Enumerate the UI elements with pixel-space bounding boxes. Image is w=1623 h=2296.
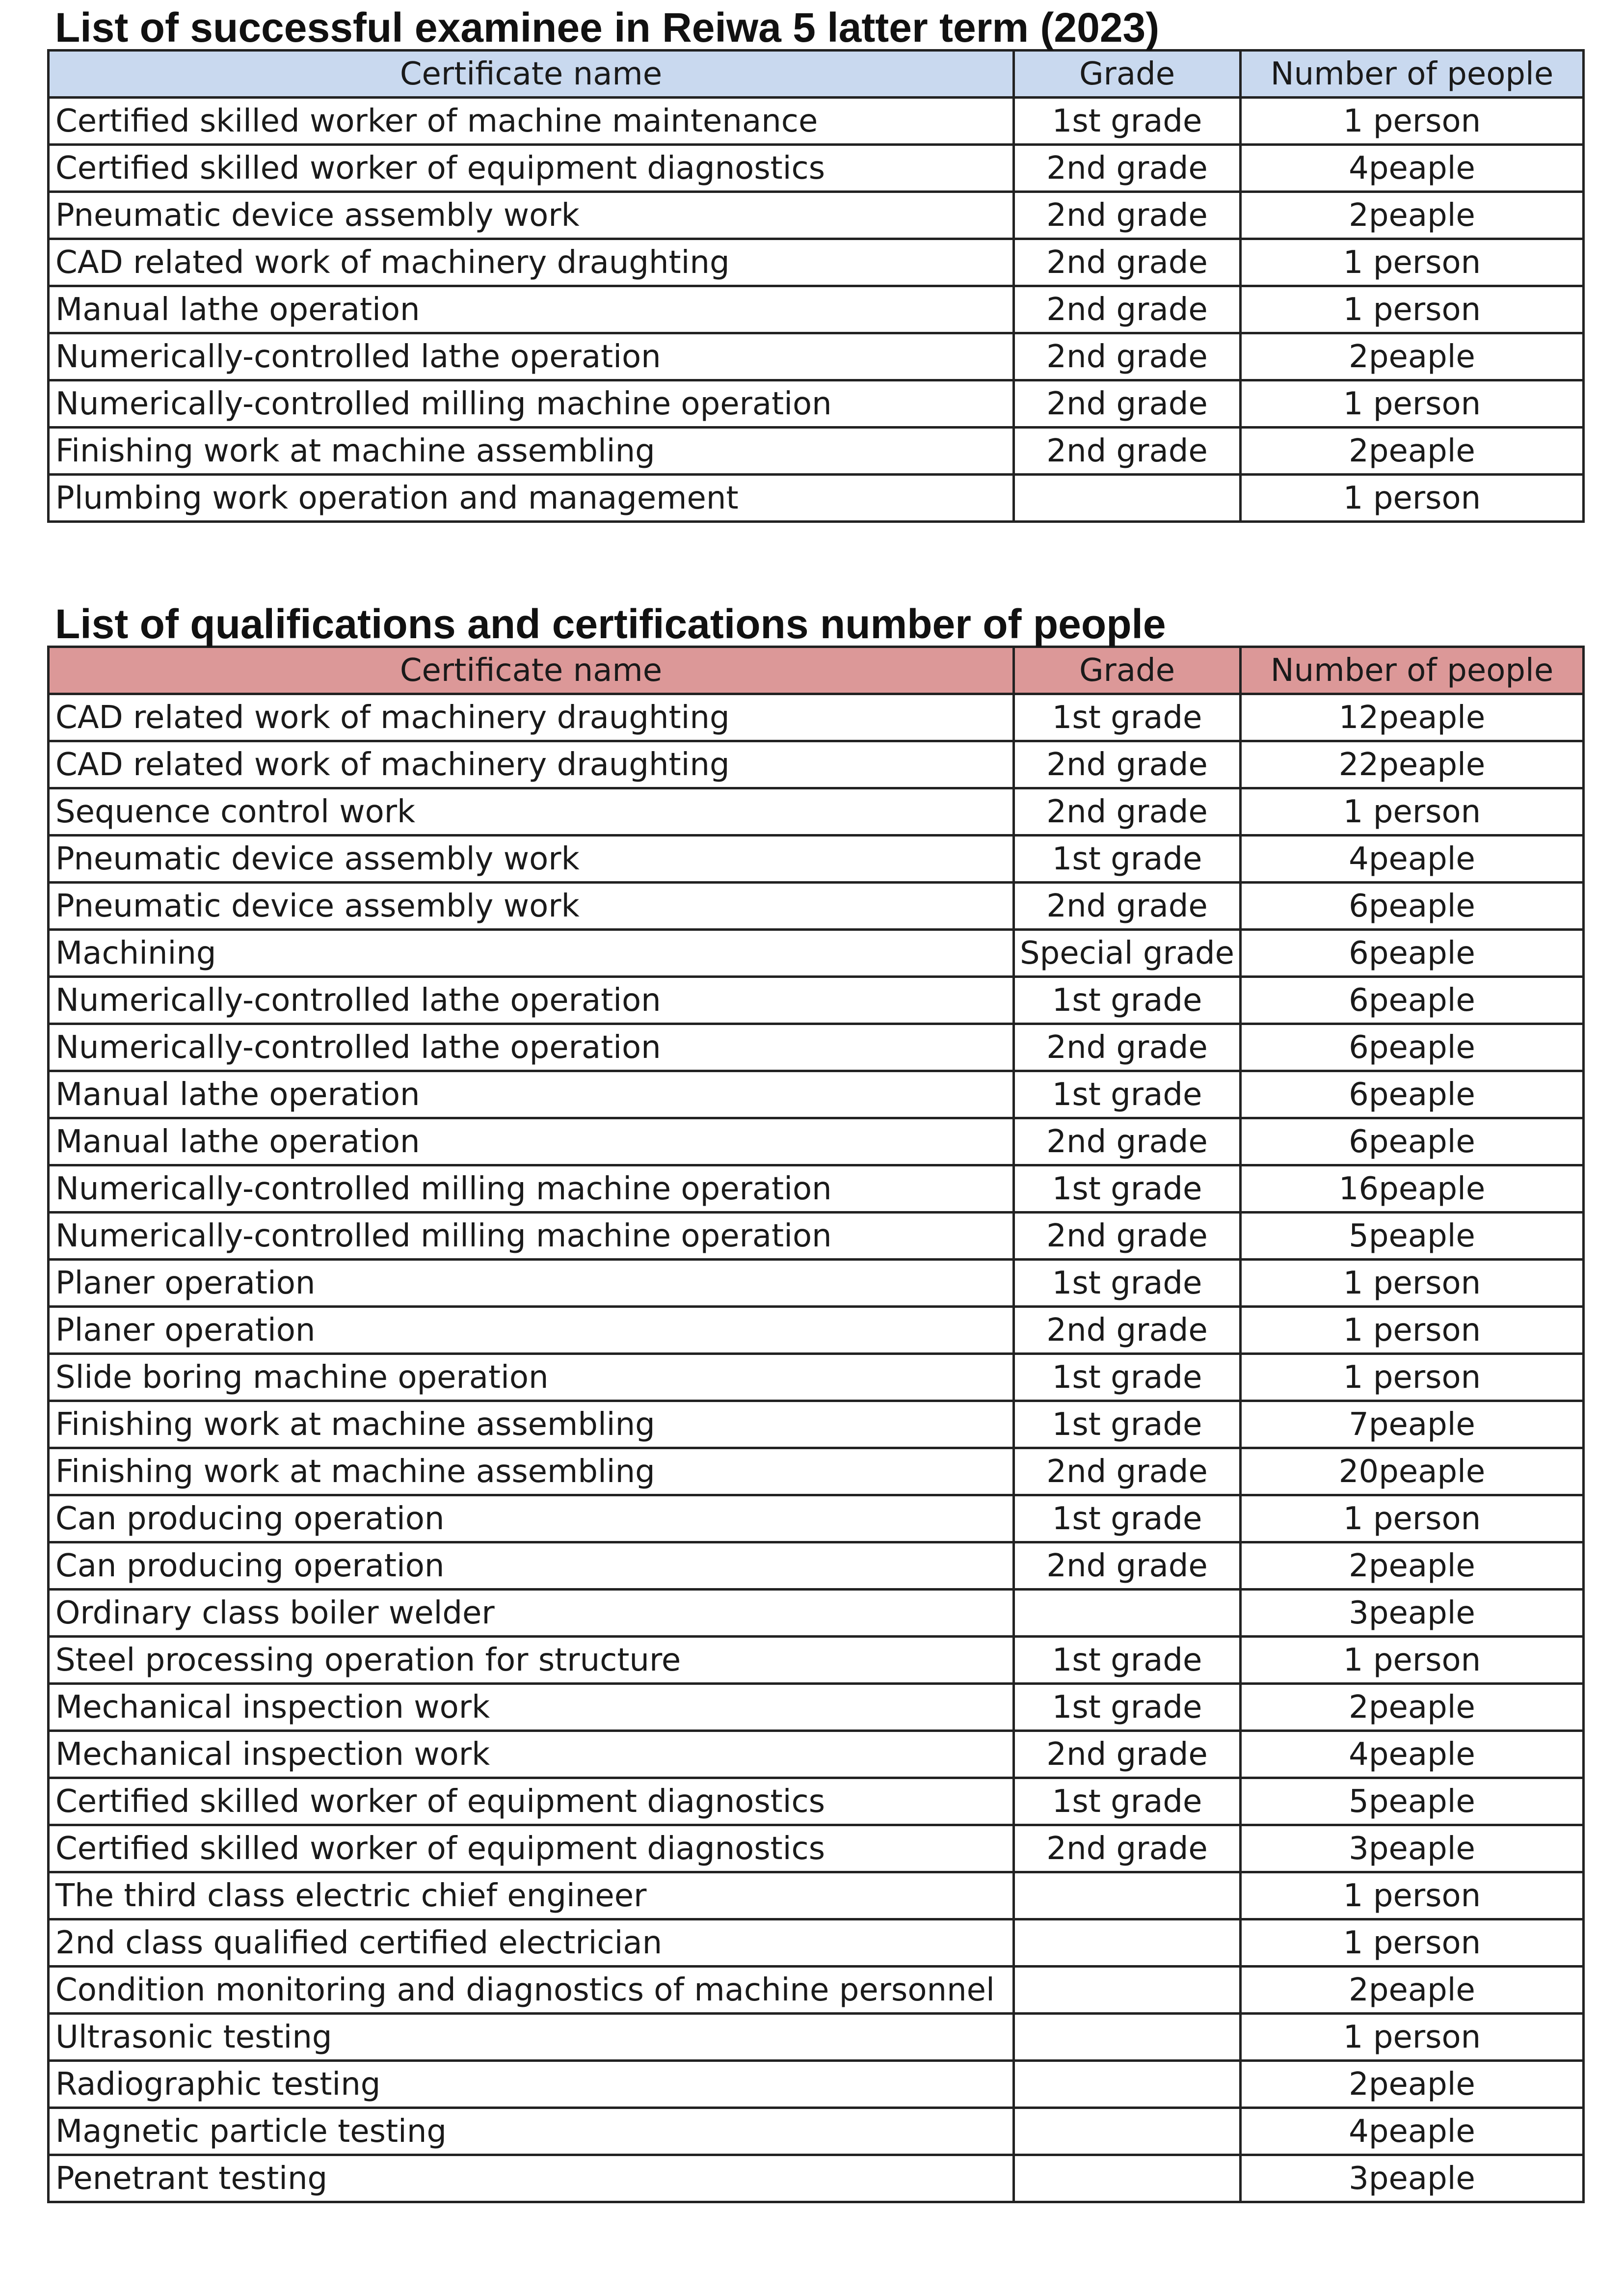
certificate-name-cell: Machining xyxy=(49,930,1014,977)
number-of-people-cell: 6peaple xyxy=(1241,977,1584,1024)
successful-examinee-section xyxy=(47,0,1582,523)
number-of-people-cell: 6peaple xyxy=(1241,1071,1584,1118)
table-row xyxy=(49,1260,1584,1307)
grade-cell: 1st grade xyxy=(1014,1401,1241,1448)
table-row xyxy=(49,428,1584,475)
grade-cell: 1st grade xyxy=(1014,1260,1241,1307)
column-header-grade: Grade xyxy=(1014,51,1241,98)
column-header-number-of-people: Number of people xyxy=(1241,51,1584,98)
certificate-name-cell: Numerically-controlled lathe operation xyxy=(49,1024,1014,1071)
grade-cell xyxy=(1014,475,1241,522)
grade-cell: 2nd grade xyxy=(1014,788,1241,836)
grade-cell xyxy=(1014,1590,1241,1637)
certificate-name-cell: Mechanical inspection work xyxy=(49,1731,1014,1778)
table-row xyxy=(49,1401,1584,1448)
number-of-people-cell: 1 person xyxy=(1241,286,1584,333)
table-row xyxy=(49,883,1584,930)
certificate-name-cell: Pneumatic device assembly work xyxy=(49,883,1014,930)
certificate-name-cell: Slide boring machine operation xyxy=(49,1354,1014,1401)
number-of-people-cell: 22peaple xyxy=(1241,741,1584,788)
certificate-name-cell: Numerically-controlled milling machine operation xyxy=(49,380,1014,428)
table-row xyxy=(49,145,1584,192)
grade-cell: 1st grade xyxy=(1014,1165,1241,1213)
certificate-name-cell: Can producing operation xyxy=(49,1542,1014,1590)
grade-cell xyxy=(1014,1919,1241,1967)
number-of-people-cell: 6peaple xyxy=(1241,930,1584,977)
grade-cell: 2nd grade xyxy=(1014,1448,1241,1495)
certificate-name-cell: Radiographic testing xyxy=(49,2061,1014,2108)
table-row xyxy=(49,741,1584,788)
grade-cell: 1st grade xyxy=(1014,1354,1241,1401)
table-row xyxy=(49,1024,1584,1071)
number-of-people-cell: 2peaple xyxy=(1241,2061,1584,2108)
certificate-name-cell: The third class electric chief engineer xyxy=(49,1872,1014,1919)
grade-cell xyxy=(1014,2014,1241,2061)
certificate-name-cell: Magnetic particle testing xyxy=(49,2108,1014,2155)
certificate-name-cell: Certified skilled worker of machine maintenance xyxy=(49,98,1014,145)
number-of-people-cell: 16peaple xyxy=(1241,1165,1584,1213)
column-header-certificate-name: Certificate name xyxy=(49,647,1014,694)
table-row xyxy=(49,333,1584,380)
number-of-people-cell: 20peaple xyxy=(1241,1448,1584,1495)
certificate-name-cell: Manual lathe operation xyxy=(49,1118,1014,1165)
grade-cell: 1st grade xyxy=(1014,1684,1241,1731)
certificate-name-cell: Planer operation xyxy=(49,1307,1014,1354)
grade-cell xyxy=(1014,1872,1241,1919)
certificate-name-cell: CAD related work of machinery draughting xyxy=(49,741,1014,788)
table-row xyxy=(49,1495,1584,1542)
certificate-name-cell: Ultrasonic testing xyxy=(49,2014,1014,2061)
grade-cell: 2nd grade xyxy=(1014,333,1241,380)
certificate-name-cell: Plumbing work operation and management xyxy=(49,475,1014,522)
grade-cell: 2nd grade xyxy=(1014,1542,1241,1590)
number-of-people-cell: 2peaple xyxy=(1241,1542,1584,1590)
number-of-people-cell: 12peaple xyxy=(1241,694,1584,741)
grade-cell xyxy=(1014,2061,1241,2108)
number-of-people-cell: 1 person xyxy=(1241,1260,1584,1307)
grade-cell: 2nd grade xyxy=(1014,1118,1241,1165)
table-row xyxy=(49,2061,1584,2108)
grade-cell: 1st grade xyxy=(1014,1637,1241,1684)
number-of-people-cell: 6peaple xyxy=(1241,883,1584,930)
grade-cell: 2nd grade xyxy=(1014,380,1241,428)
table-header-row xyxy=(49,647,1584,694)
grade-cell: 1st grade xyxy=(1014,98,1241,145)
certificate-name-cell: Condition monitoring and diagnostics of machine personnel xyxy=(49,1967,1014,2014)
number-of-people-cell: 4peaple xyxy=(1241,2108,1584,2155)
number-of-people-cell: 1 person xyxy=(1241,1919,1584,1967)
grade-cell: 2nd grade xyxy=(1014,883,1241,930)
grade-cell: 2nd grade xyxy=(1014,145,1241,192)
certificate-name-cell: 2nd class qualified certified electrician xyxy=(49,1919,1014,1967)
table-row xyxy=(49,2155,1584,2202)
table-row xyxy=(49,1307,1584,1354)
table-row xyxy=(49,836,1584,883)
number-of-people-cell: 2peaple xyxy=(1241,333,1584,380)
table-row xyxy=(49,1590,1584,1637)
table-row xyxy=(49,1967,1584,2014)
certificate-name-cell: Numerically-controlled milling machine operation xyxy=(49,1165,1014,1213)
number-of-people-cell: 6peaple xyxy=(1241,1024,1584,1071)
grade-cell: 2nd grade xyxy=(1014,428,1241,475)
table-row xyxy=(49,1165,1584,1213)
qualifications-table xyxy=(47,646,1585,2203)
certificate-name-cell: Manual lathe operation xyxy=(49,1071,1014,1118)
grade-cell: 1st grade xyxy=(1014,694,1241,741)
number-of-people-cell: 2peaple xyxy=(1241,1684,1584,1731)
certificate-name-cell: Ordinary class boiler welder xyxy=(49,1590,1014,1637)
column-header-grade: Grade xyxy=(1014,647,1241,694)
number-of-people-cell: 4peaple xyxy=(1241,1731,1584,1778)
number-of-people-cell: 7peaple xyxy=(1241,1401,1584,1448)
certificate-name-cell: Certified skilled worker of equipment diagnostics xyxy=(49,145,1014,192)
grade-cell: 1st grade xyxy=(1014,1778,1241,1825)
number-of-people-cell: 1 person xyxy=(1241,1307,1584,1354)
grade-cell: 2nd grade xyxy=(1014,741,1241,788)
grade-cell xyxy=(1014,1967,1241,2014)
number-of-people-cell: 1 person xyxy=(1241,788,1584,836)
grade-cell: 2nd grade xyxy=(1014,1213,1241,1260)
certificate-name-cell: Certified skilled worker of equipment diagnostics xyxy=(49,1778,1014,1825)
number-of-people-cell: 5peaple xyxy=(1241,1213,1584,1260)
certificate-name-cell: Manual lathe operation xyxy=(49,286,1014,333)
grade-cell xyxy=(1014,2155,1241,2202)
certificate-name-cell: Pneumatic device assembly work xyxy=(49,192,1014,239)
certificate-name-cell: Certified skilled worker of equipment diagnostics xyxy=(49,1825,1014,1872)
table-row xyxy=(49,1684,1584,1731)
table-row xyxy=(49,930,1584,977)
column-header-number-of-people: Number of people xyxy=(1241,647,1584,694)
table-row xyxy=(49,1919,1584,1967)
certificate-name-cell: CAD related work of machinery draughting xyxy=(49,239,1014,286)
number-of-people-cell: 1 person xyxy=(1241,1637,1584,1684)
table-row xyxy=(49,1213,1584,1260)
grade-cell: 2nd grade xyxy=(1014,1024,1241,1071)
table-row xyxy=(49,286,1584,333)
grade-cell: 2nd grade xyxy=(1014,1825,1241,1872)
number-of-people-cell: 4peaple xyxy=(1241,836,1584,883)
number-of-people-cell: 4peaple xyxy=(1241,145,1584,192)
number-of-people-cell: 2peaple xyxy=(1241,192,1584,239)
table-row xyxy=(49,1542,1584,1590)
number-of-people-cell: 3peaple xyxy=(1241,1590,1584,1637)
number-of-people-cell: 1 person xyxy=(1241,2014,1584,2061)
table-row xyxy=(49,1637,1584,1684)
number-of-people-cell: 1 person xyxy=(1241,98,1584,145)
grade-cell: 2nd grade xyxy=(1014,286,1241,333)
table-row xyxy=(49,380,1584,428)
number-of-people-cell: 6peaple xyxy=(1241,1118,1584,1165)
table-row xyxy=(49,192,1584,239)
certificate-name-cell: Mechanical inspection work xyxy=(49,1684,1014,1731)
number-of-people-cell: 1 person xyxy=(1241,1354,1584,1401)
table-row xyxy=(49,1825,1584,1872)
number-of-people-cell: 5peaple xyxy=(1241,1778,1584,1825)
certificate-name-cell: Pneumatic device assembly work xyxy=(49,836,1014,883)
column-header-certificate-name: Certificate name xyxy=(49,51,1014,98)
number-of-people-cell: 2peaple xyxy=(1241,428,1584,475)
table-row xyxy=(49,1778,1584,1825)
grade-cell: 2nd grade xyxy=(1014,1307,1241,1354)
certificate-name-cell: Can producing operation xyxy=(49,1495,1014,1542)
table-row xyxy=(49,788,1584,836)
qualifications-section xyxy=(47,596,1582,2203)
certificate-name-cell: Numerically-controlled lathe operation xyxy=(49,333,1014,380)
table-header-row xyxy=(49,51,1584,98)
table-row xyxy=(49,694,1584,741)
number-of-people-cell: 1 person xyxy=(1241,1495,1584,1542)
successful-examinee-title: List of successful examinee in Reiwa 5 latter term (2023) xyxy=(55,4,1160,51)
certificate-name-cell: Steel processing operation for structure xyxy=(49,1637,1014,1684)
table-row xyxy=(49,1731,1584,1778)
number-of-people-cell: 1 person xyxy=(1241,475,1584,522)
certificate-name-cell: Finishing work at machine assembling xyxy=(49,1448,1014,1495)
table-row xyxy=(49,2014,1584,2061)
table-row xyxy=(49,1118,1584,1165)
table-row xyxy=(49,239,1584,286)
certificate-name-cell: Finishing work at machine assembling xyxy=(49,1401,1014,1448)
certificate-name-cell: Sequence control work xyxy=(49,788,1014,836)
number-of-people-cell: 3peaple xyxy=(1241,2155,1584,2202)
table-row xyxy=(49,1071,1584,1118)
certificate-name-cell: Penetrant testing xyxy=(49,2155,1014,2202)
grade-cell: Special grade xyxy=(1014,930,1241,977)
table-row xyxy=(49,2108,1584,2155)
grade-cell: 2nd grade xyxy=(1014,239,1241,286)
number-of-people-cell: 1 person xyxy=(1241,1872,1584,1919)
certificate-name-cell: Finishing work at machine assembling xyxy=(49,428,1014,475)
grade-cell: 2nd grade xyxy=(1014,1731,1241,1778)
number-of-people-cell: 3peaple xyxy=(1241,1825,1584,1872)
grade-cell: 1st grade xyxy=(1014,977,1241,1024)
successful-examinee-table xyxy=(47,49,1585,523)
qualifications-title: List of qualifications and certifications number of people xyxy=(55,601,1166,647)
table-row xyxy=(49,1354,1584,1401)
table-row xyxy=(49,1448,1584,1495)
number-of-people-cell: 2peaple xyxy=(1241,1967,1584,2014)
table-row xyxy=(49,977,1584,1024)
number-of-people-cell: 1 person xyxy=(1241,380,1584,428)
table-row xyxy=(49,475,1584,522)
certificate-name-cell: Planer operation xyxy=(49,1260,1014,1307)
certificate-name-cell: Numerically-controlled milling machine operation xyxy=(49,1213,1014,1260)
grade-cell: 1st grade xyxy=(1014,836,1241,883)
number-of-people-cell: 1 person xyxy=(1241,239,1584,286)
grade-cell: 2nd grade xyxy=(1014,192,1241,239)
table-row xyxy=(49,1872,1584,1919)
table-row xyxy=(49,98,1584,145)
grade-cell: 1st grade xyxy=(1014,1495,1241,1542)
certificate-name-cell: CAD related work of machinery draughting xyxy=(49,694,1014,741)
grade-cell xyxy=(1014,2108,1241,2155)
certificate-name-cell: Numerically-controlled lathe operation xyxy=(49,977,1014,1024)
grade-cell: 1st grade xyxy=(1014,1071,1241,1118)
